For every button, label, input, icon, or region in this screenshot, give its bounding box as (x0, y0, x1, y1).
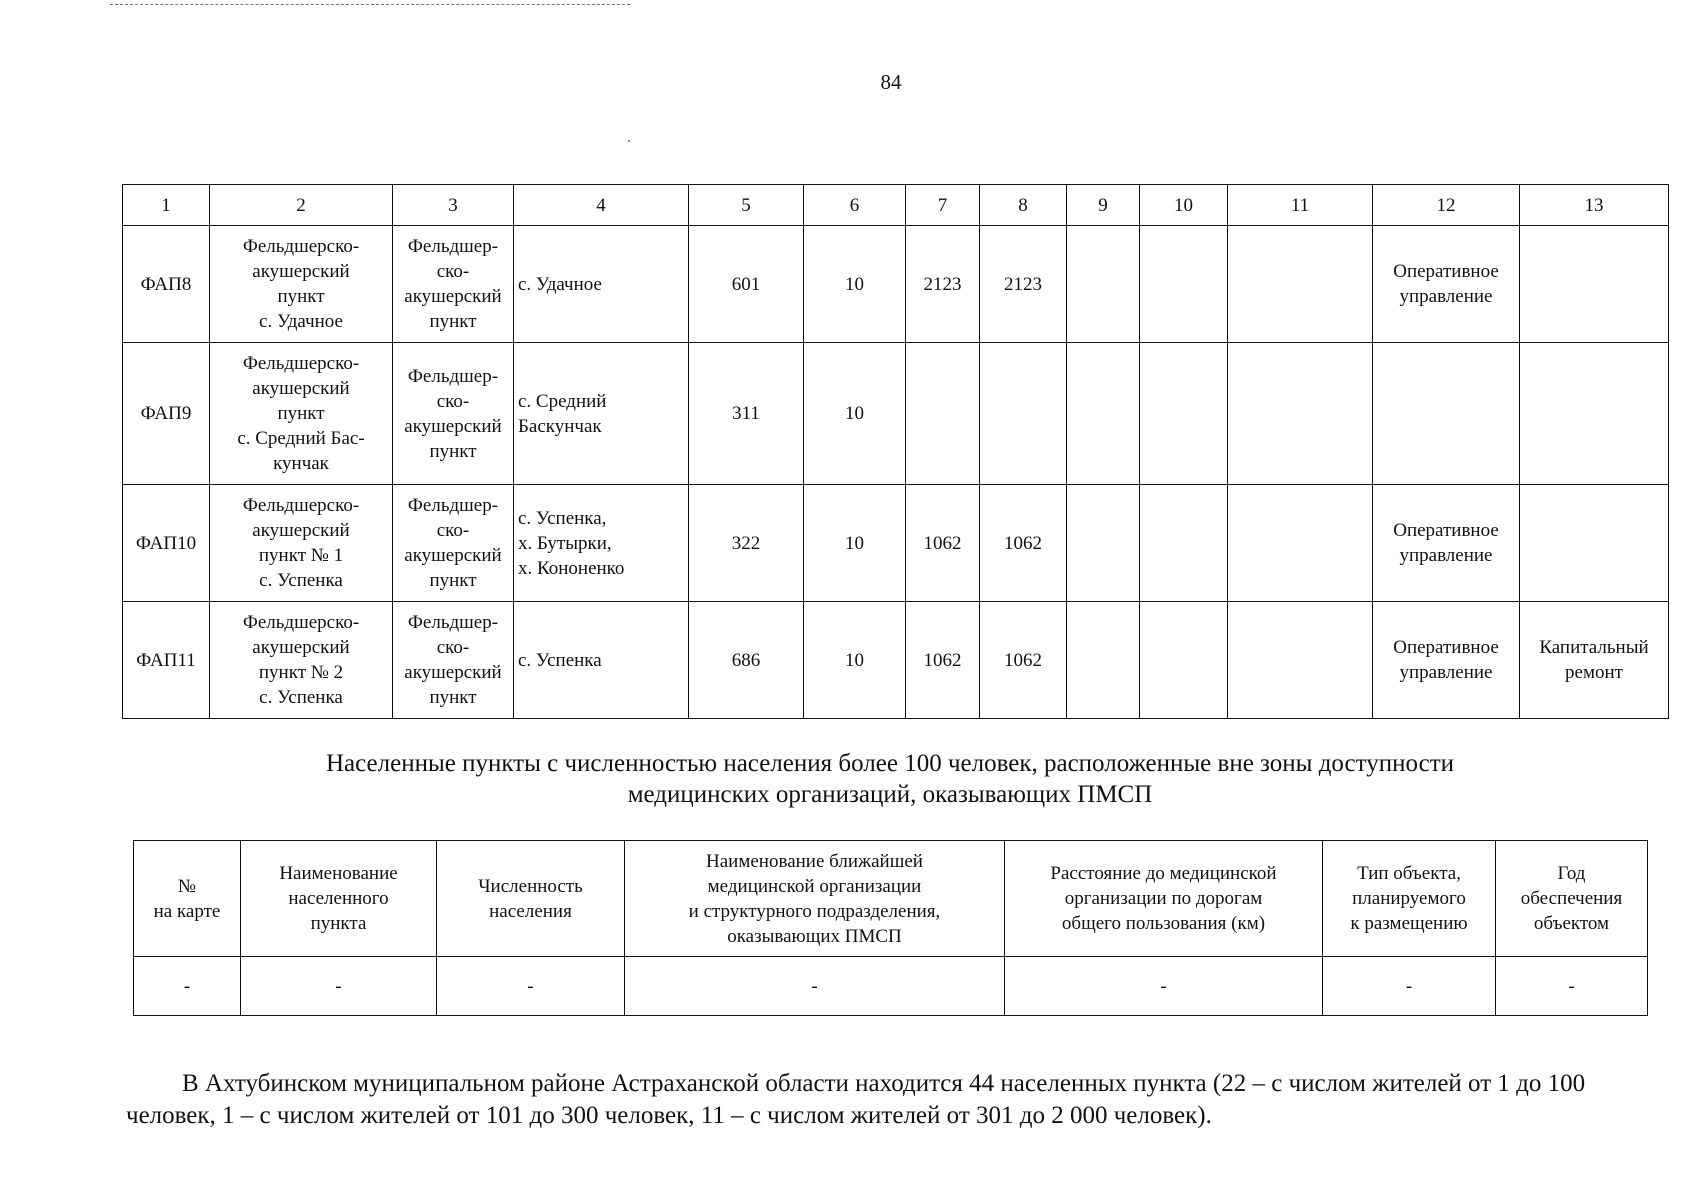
management-form-line: управление (1399, 286, 1493, 307)
table-cell: - (134, 957, 241, 1016)
header-line: Наименование ближайшей (706, 850, 923, 872)
column-number: 2 (210, 185, 393, 226)
table-cell: - (241, 957, 437, 1016)
table-row (123, 343, 1669, 485)
locality-line: х. Кононенко (518, 557, 625, 579)
column-number: 3 (393, 185, 514, 226)
management-form (1373, 226, 1520, 343)
table-row (134, 957, 1648, 1016)
facility-name-line: Фельдшерско- (242, 612, 360, 633)
section-title (180, 748, 1600, 810)
column-number: 6 (804, 185, 906, 226)
facility-name-line: пункт (277, 286, 325, 307)
header-settlement-name (241, 841, 437, 957)
header-line: общего пользования (км) (1061, 913, 1266, 934)
section-title-line: Населенные пункты с численностью населения более 100 человек, расположенные вне зоны доступности (325, 750, 1455, 777)
page-number: 84 (880, 70, 902, 94)
facility-type-line: Фельдшер- (407, 365, 499, 387)
column-number: 10 (1140, 185, 1228, 226)
header-line: Численность (478, 875, 583, 897)
facility-type (393, 226, 514, 343)
header-line: Тип объекта, (1357, 863, 1461, 884)
table-row (123, 226, 1669, 343)
header-line: оказывающих ПМСП (727, 925, 902, 947)
management-form-line: Оперативное (1393, 520, 1499, 541)
cell-col-9 (1067, 485, 1140, 602)
facility-type (393, 343, 514, 485)
header-line: Наименование (279, 863, 398, 884)
header-line: медицинской организации (707, 875, 922, 897)
header-line: и структурного подразделения, (688, 900, 941, 922)
header-map-number (134, 841, 241, 957)
locality (514, 485, 689, 602)
management-form-line: управление (1399, 545, 1493, 566)
facility-type-line: пункт (429, 311, 477, 332)
cell-col-6: 10 (804, 485, 906, 602)
facility-code: ФАП11 (123, 602, 210, 719)
header-line: населенного (288, 888, 389, 909)
facility-name-line: с. Удачное (259, 311, 343, 332)
management-form-line: Оперативное (1393, 261, 1499, 282)
planned-work (1520, 602, 1669, 719)
cell-col-8: 1062 (980, 602, 1067, 719)
cell-col-5: 601 (689, 226, 804, 343)
header-line: пункта (310, 913, 367, 934)
column-number: 9 (1067, 185, 1140, 226)
cell-col-7: 1062 (906, 485, 980, 602)
facility-type-line: пункт (429, 687, 477, 708)
cell-col-5: 311 (689, 343, 804, 485)
cell-col-10 (1140, 226, 1228, 343)
facility-type-line: пункт (429, 440, 477, 462)
header-line: обеспечения (1520, 888, 1623, 909)
facility-name-line: пункт № 1 (258, 545, 344, 566)
cell-col-11 (1228, 602, 1373, 719)
cell-col-9 (1067, 226, 1140, 343)
header-year (1496, 841, 1648, 957)
table-cell: - (1005, 957, 1323, 1016)
planned-work (1520, 485, 1669, 602)
cell-col-8: 2123 (980, 226, 1067, 343)
header-line: Год (1557, 863, 1586, 884)
column-number: 5 (689, 185, 804, 226)
header-line: № (177, 875, 197, 897)
facility-name-line: акушерский (252, 261, 350, 282)
planned-work (1520, 226, 1669, 343)
locality-line: с. Средний (518, 390, 607, 412)
facility-name-line: акушерский (252, 378, 350, 399)
facility-name-line: акушерский (252, 520, 350, 541)
header-distance (1005, 841, 1323, 957)
cell-col-8 (980, 343, 1067, 485)
header-line: объектом (1533, 913, 1610, 934)
header-line: к размещению (1350, 913, 1468, 934)
facility-name-line: Фельдшерско- (242, 353, 360, 374)
cell-col-7: 2123 (906, 226, 980, 343)
facility-type-line: акушерский (404, 545, 502, 566)
summary-paragraph: В Ахтубинском муниципальном районе Астраханской области находится 44 населенных пункта (22 – с числом жителей от 1 до 100 человек, 1 – с числом жителей от 101 до 300 человек, 11 – с числом жителей от 301 до 2 000 человек). (126, 1070, 1586, 1129)
facility-name-line: пункт (277, 403, 325, 424)
facility-type-line: акушерский (404, 415, 502, 437)
column-number: 7 (906, 185, 980, 226)
settlements-table (133, 840, 1648, 1016)
header-line: организации по дорогам (1064, 888, 1263, 909)
cell-col-11 (1228, 226, 1373, 343)
cell-col-11 (1228, 343, 1373, 485)
facility-name (210, 485, 393, 602)
locality (514, 226, 689, 343)
management-form-line: Оперативное (1393, 637, 1499, 658)
column-number: 12 (1373, 185, 1520, 226)
facility-name-line: Фельдшерско- (242, 495, 360, 516)
facility-type-line: ско- (436, 637, 470, 658)
header-line: населения (489, 900, 572, 922)
facility-type-line: акушерский (404, 662, 502, 683)
header-line: Расстояние до медицинской (1050, 863, 1277, 884)
management-form (1373, 343, 1520, 485)
management-form (1373, 485, 1520, 602)
cell-col-9 (1067, 343, 1140, 485)
column-number-row (123, 185, 1669, 226)
scan-speck (628, 140, 630, 142)
facility-name-line: с. Успенка (259, 570, 343, 591)
column-number: 4 (514, 185, 689, 226)
column-number: 1 (123, 185, 210, 226)
facility-type-line: акушерский (404, 286, 502, 307)
cell-col-8: 1062 (980, 485, 1067, 602)
cell-col-6: 10 (804, 602, 906, 719)
facility-type-line: пункт (429, 570, 477, 591)
header-object-type (1323, 841, 1496, 957)
planned-work-line: ремонт (1565, 662, 1623, 683)
cell-col-7 (906, 343, 980, 485)
cell-col-11 (1228, 485, 1373, 602)
facility-name (210, 602, 393, 719)
facility-name-line: Фельдшерско- (242, 236, 360, 257)
locality (514, 602, 689, 719)
table-row (123, 485, 1669, 602)
header-line: на карте (153, 900, 221, 922)
facility-code: ФАП8 (123, 226, 210, 343)
facility-code: ФАП9 (123, 343, 210, 485)
planned-work-line: Капитальный (1539, 637, 1649, 658)
facility-code: ФАП10 (123, 485, 210, 602)
locality-line: с. Успенка (518, 649, 602, 671)
facility-name-line: с. Успенка (259, 687, 343, 708)
cell-col-6: 10 (804, 226, 906, 343)
table-cell: - (625, 957, 1005, 1016)
column-number: 13 (1520, 185, 1669, 226)
header-population (437, 841, 625, 957)
column-number: 8 (980, 185, 1067, 226)
table-cell: - (1496, 957, 1648, 1016)
facility-name (210, 226, 393, 343)
top-scan-rule (110, 4, 630, 5)
cell-col-6: 10 (804, 343, 906, 485)
facility-type-line: Фельдшер- (407, 236, 499, 257)
facility-type-line: Фельдшер- (407, 495, 499, 516)
table-cell: - (437, 957, 625, 1016)
locality-line: Баскунчак (518, 415, 602, 437)
management-form-line: управление (1399, 662, 1493, 683)
table-row (123, 602, 1669, 719)
settlements-header-row (134, 841, 1648, 957)
cell-col-10 (1140, 343, 1228, 485)
section-title-line: медицинских организаций, оказывающих ПМСП (627, 781, 1153, 808)
cell-col-9 (1067, 602, 1140, 719)
facility-name (210, 343, 393, 485)
locality-line: с. Успенка, (518, 507, 607, 529)
locality (514, 343, 689, 485)
facility-type-line: Фельдшер- (407, 612, 499, 633)
facility-name-line: с. Средний Бас- (237, 428, 365, 449)
cell-col-10 (1140, 602, 1228, 719)
planned-work (1520, 343, 1669, 485)
facility-type (393, 485, 514, 602)
column-number: 11 (1228, 185, 1373, 226)
header-nearest-organization (625, 841, 1005, 957)
facility-type-line: ско- (436, 390, 470, 412)
main-table (122, 184, 1669, 719)
management-form (1373, 602, 1520, 719)
cell-col-5: 322 (689, 485, 804, 602)
cell-col-5: 686 (689, 602, 804, 719)
facility-name-line: пункт № 2 (258, 662, 344, 683)
cell-col-10 (1140, 485, 1228, 602)
facility-type-line: ско- (436, 520, 470, 541)
locality-line: х. Бутырки, (518, 532, 612, 554)
facility-type (393, 602, 514, 719)
header-line: планируемого (1352, 888, 1466, 909)
cell-col-7: 1062 (906, 602, 980, 719)
facility-name-line: акушерский (252, 637, 350, 658)
locality-line: с. Удачное (518, 273, 602, 295)
facility-type-line: ско- (436, 261, 470, 282)
table-cell: - (1323, 957, 1496, 1016)
facility-name-line: кунчак (273, 453, 329, 474)
